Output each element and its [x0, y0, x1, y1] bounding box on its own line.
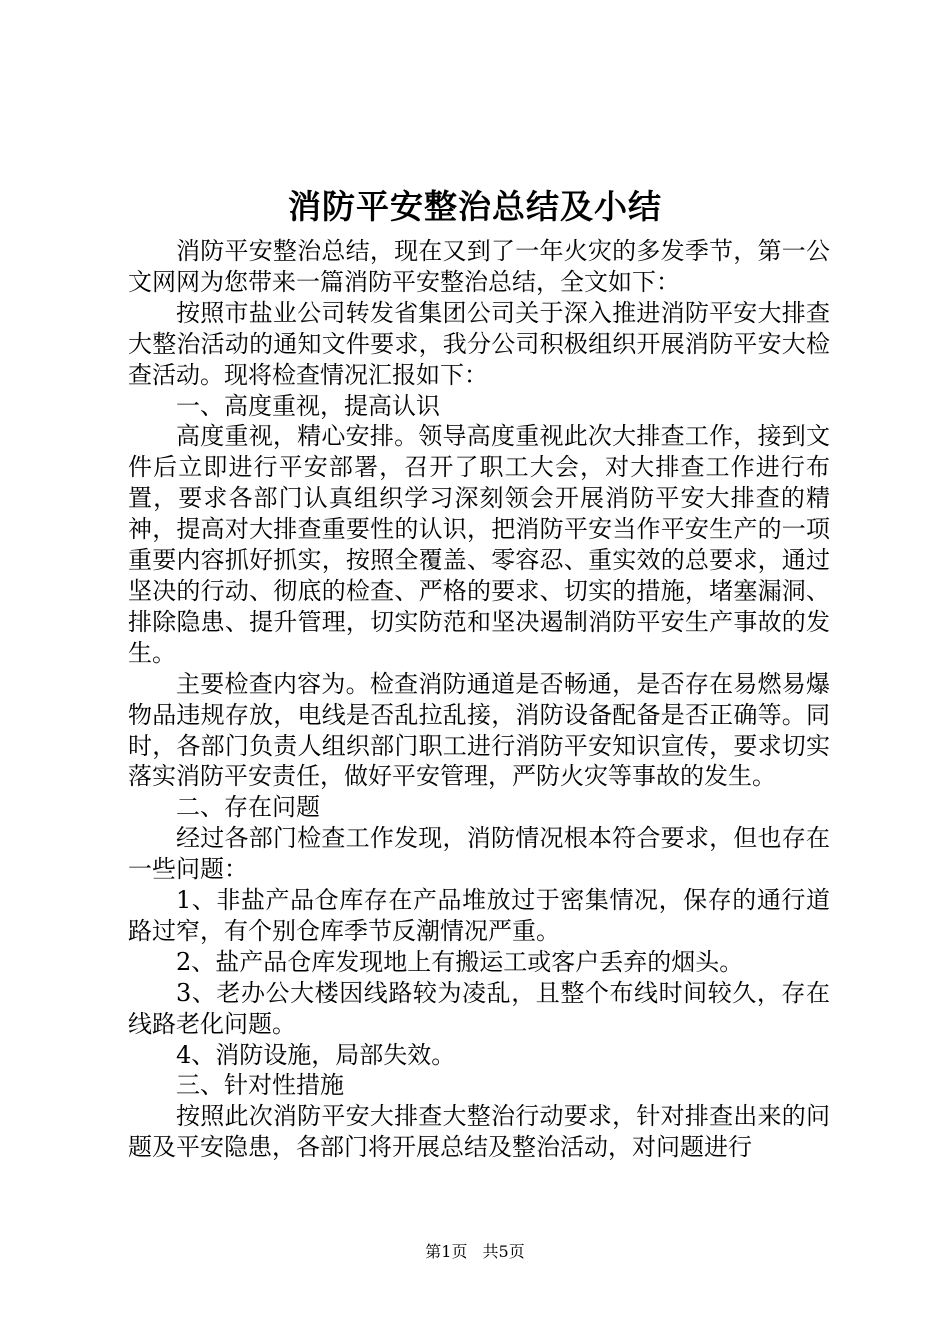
paragraph-attention: 高度重视，精心安排。领导高度重视此次大排查工作，接到文件后立即进行平安部署，召开了职工大会，对大排查工作进行布置，要求各部门认真组织学习深刻领会开展消防平安大排查的精神，提高对大排查重要性的认识，把消防平安当作平安生产的一项重要内容抓好抓实，按照全覆盖、零容忍、重实效的总要求，通过坚决的行动、彻底的检查、严格的要求、切实的措施，堵塞漏洞、排除隐患、提升管理，切实防范和坚决遏制消防平安生产事故的发生。 [128, 422, 830, 667]
issue-item-1: 1、非盐产品仓库存在产品堆放过于密集情况，保存的通行道路过窄，有个别仓库季节反潮情况严重。 [128, 886, 830, 945]
page-total: 共5页 [482, 1242, 525, 1261]
paragraph-findings: 经过各部门检查工作发现，消防情况根本符合要求，但也存在一些问题： [128, 824, 830, 884]
paragraph-intro: 消防平安整治总结，现在又到了一年火灾的多发季节，第一公文网网为您带来一篇消防平安整治总结，全文如下： [128, 237, 830, 296]
section-heading-2: 二、存在问题 [176, 793, 320, 822]
issue-item-4: 4、消防设施，局部失效。 [176, 1040, 456, 1069]
paragraph-inspection-content: 主要检查内容为。检查消防通道是否畅通，是否存在易燃易爆物品违规存放，电线是否乱拉乱接，消防设备配备是否正确等。同时，各部门负责人组织部门职工进行消防平安知识宣传，要求切实落实消防平安责任，做好平安管理，严防火灾等事故的发生。 [128, 669, 830, 791]
page-number: 第1页 [425, 1242, 468, 1261]
paragraph-measures: 按照此次消防平安大排查大整治行动要求，针对排查出来的问题及平安隐患，各部门将开展总结及整治活动，对问题进行 [128, 1102, 830, 1162]
issue-item-2: 2、盐产品仓库发现地上有搬运工或客户丢弃的烟头。 [176, 947, 744, 976]
paragraph-background: 按照市盐业公司转发省集团公司关于深入推进消防平安大排查大整治活动的通知文件要求，我分公司积极组织开展消防平安大检查活动。现将检查情况汇报如下： [128, 298, 830, 389]
page-footer [0, 1241, 950, 1263]
issue-item-3: 3、老办公大楼因线路较为凌乱，且整个布线时间较久，存在线路老化问题。 [128, 978, 830, 1038]
section-heading-1: 一、高度重视，提高认识 [176, 391, 440, 420]
document-title: 消防平安整治总结及小结 [288, 187, 662, 226]
section-heading-3: 三、针对性措施 [176, 1071, 344, 1100]
document-body [128, 236, 830, 1163]
